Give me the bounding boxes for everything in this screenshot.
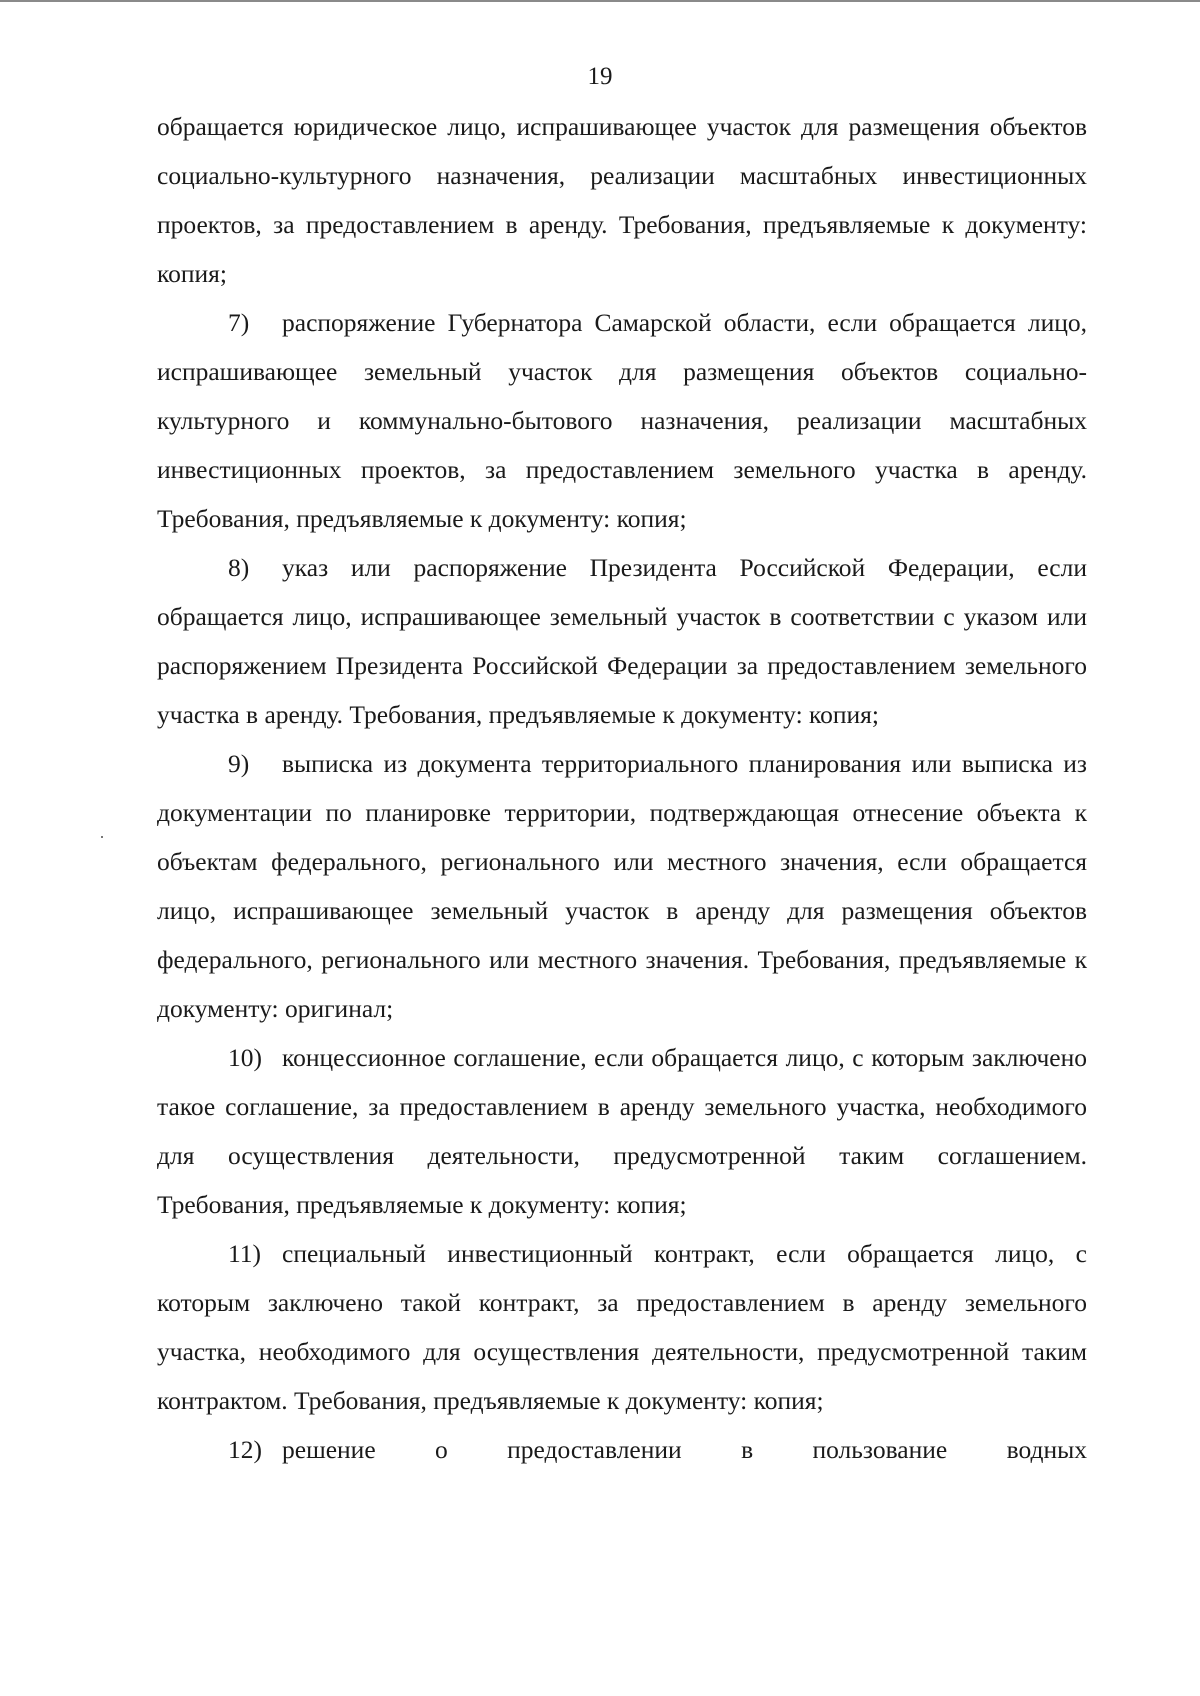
- list-item-number: 12): [228, 1435, 262, 1464]
- scan-speck: [101, 836, 103, 838]
- list-item-number: 8): [228, 553, 250, 582]
- list-item-text: выписка из документа территориального планирования или выписка из документации по планировке территории, подтверждающая отнесение объекта к объектам федерального, регионального или местного значения, если обращается лицо, испрашивающее земельный участок в аренду для размещения объектов федерального, регионального или местного значения. Требования, предъявляемые к документу: оригинал;: [157, 749, 1087, 1023]
- list-item-number: 10): [228, 1043, 262, 1072]
- paragraph-text: обращается юридическое лицо, испрашивающее участок для размещения объектов социально-культурного назначения, реализации масштабных инвестиционных проектов, за предоставлением в аренду. Требования, предъявляемые к документу: копия;: [157, 112, 1087, 288]
- list-item-text: специальный инвестиционный контракт, если обращается лицо, с которым заключено такой контракт, за предоставлением в аренду земельного участка, необходимого для осуществления деятельности, предусмотренной таким контрактом. Требования, предъявляемые к документу: копия;: [157, 1239, 1087, 1415]
- page-top-border: [0, 0, 1200, 2]
- list-item-10: [157, 1033, 1087, 1229]
- document-body: [157, 102, 1087, 1474]
- list-item-text: указ или распоряжение Президента Российской Федерации, если обращается лицо, испрашивающее земельный участок в соответствии с указом или распоряжением Президента Российской Федерации за предоставлением земельного участка в аренду. Требования, предъявляемые к документу: копия;: [157, 553, 1087, 729]
- list-item-number: 9): [228, 749, 250, 778]
- list-item-text: распоряжение Губернатора Самарской области, если обращается лицо, испрашивающее земельный участок для размещения объектов социально-культурного и коммунально-бытового назначения, реализации масштабных инвестиционных проектов, за предоставлением земельного участка в аренду. Требования, предъявляемые к документу: копия;: [157, 308, 1087, 533]
- page-number: 19: [587, 63, 613, 90]
- paragraph-continuation: [157, 102, 1087, 298]
- list-item-12: [157, 1425, 1087, 1474]
- list-item-number: 7): [228, 308, 250, 337]
- list-item-number: 11): [228, 1239, 262, 1268]
- list-item-text: концессионное соглашение, если обращается лицо, с которым заключено такое соглашение, за предоставлением в аренду земельного участка, необходимого для осуществления деятельности, предусмотренной таким соглашением. Требования, предъявляемые к документу: копия;: [157, 1043, 1087, 1219]
- list-item-9: [157, 739, 1087, 1033]
- list-item-text: решение о предоставлении в пользование водных: [282, 1435, 1087, 1464]
- list-item-7: [157, 298, 1087, 543]
- list-item-8: [157, 543, 1087, 739]
- list-item-11: [157, 1229, 1087, 1425]
